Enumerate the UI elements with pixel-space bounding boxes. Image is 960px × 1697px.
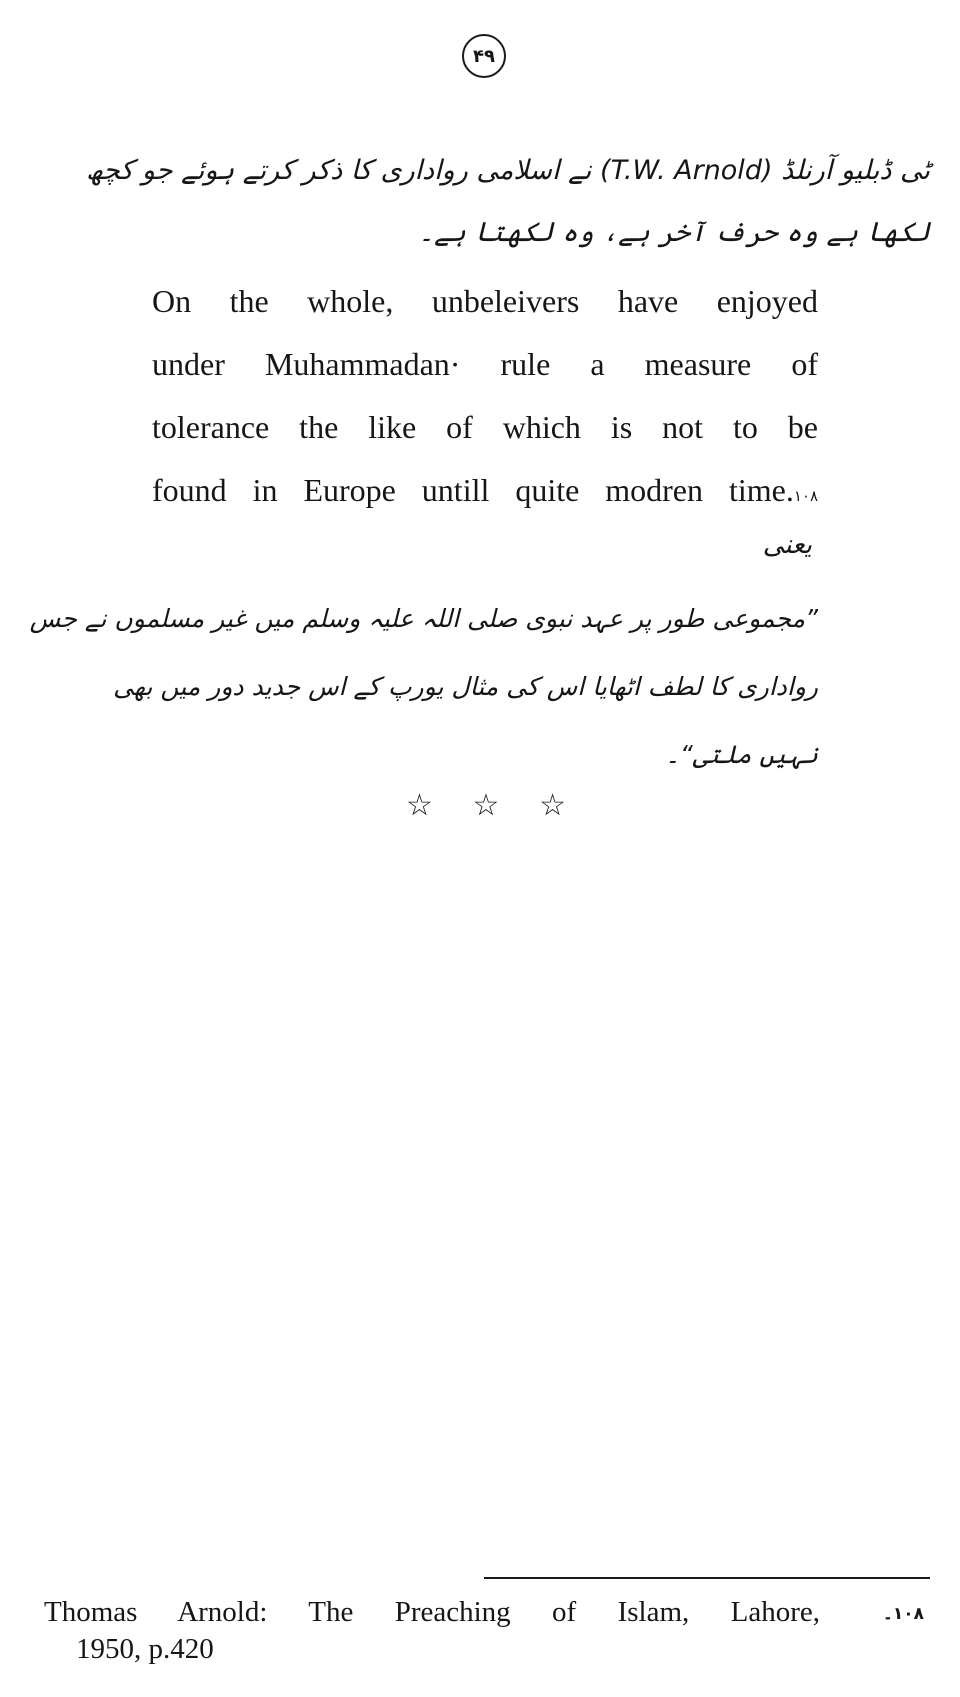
english-quote bbox=[152, 270, 818, 528]
quote-line-last bbox=[152, 459, 818, 528]
star-icon: ☆ bbox=[406, 788, 433, 823]
footnote bbox=[44, 1594, 924, 1668]
translation-line: ”مجموعی طور پر عہد نبوی صلی اللہ علیہ وسلم میں غیر مسلموں نے جس bbox=[29, 604, 818, 633]
page-number-text: ۴۹ bbox=[473, 45, 495, 67]
star-icon: ☆ bbox=[539, 788, 566, 823]
quote-line: On the whole, unbeleivers have enjoyed bbox=[152, 283, 818, 319]
section-separator bbox=[406, 786, 566, 826]
footnote-reference: ۱۰۸ bbox=[793, 487, 818, 505]
footnote-divider bbox=[484, 1577, 930, 1579]
quote-line: under Muhammadan· rule a measure of bbox=[152, 346, 818, 382]
intro-line: ٹی ڈبلیو آرنلڈ (T.W. Arnold) نے اسلامی رواداری کا ذکر کرتے ہوئے جو کچھ bbox=[85, 155, 930, 186]
footnote-citation-line: Thomas Arnold: The Preaching of Islam, Lahore, bbox=[44, 1596, 820, 1628]
quote-line: tolerance the like of which is not to be bbox=[152, 409, 818, 445]
star-icon: ☆ bbox=[472, 788, 500, 823]
page-number bbox=[462, 34, 506, 78]
intro-paragraph bbox=[30, 140, 930, 264]
footnote-citation-line: 1950, p.420 bbox=[76, 1633, 214, 1665]
quote-line-text: found in Europe untill quite modren time. bbox=[152, 472, 794, 508]
urdu-translation bbox=[29, 585, 818, 789]
footnote-number: ۱۰۸۔ bbox=[882, 1604, 924, 1624]
translation-line: نہیں ملتی“۔ bbox=[665, 740, 818, 769]
translation-line: رواداری کا لطف اٹھایا اس کی مثال یورپ کے اس جدید دور میں بھی bbox=[113, 672, 818, 701]
translation-label: یعنی bbox=[762, 530, 812, 560]
intro-line: لکھا ہے وہ حرف آخر ہے، وہ لکھتا ہے۔ bbox=[418, 217, 930, 248]
